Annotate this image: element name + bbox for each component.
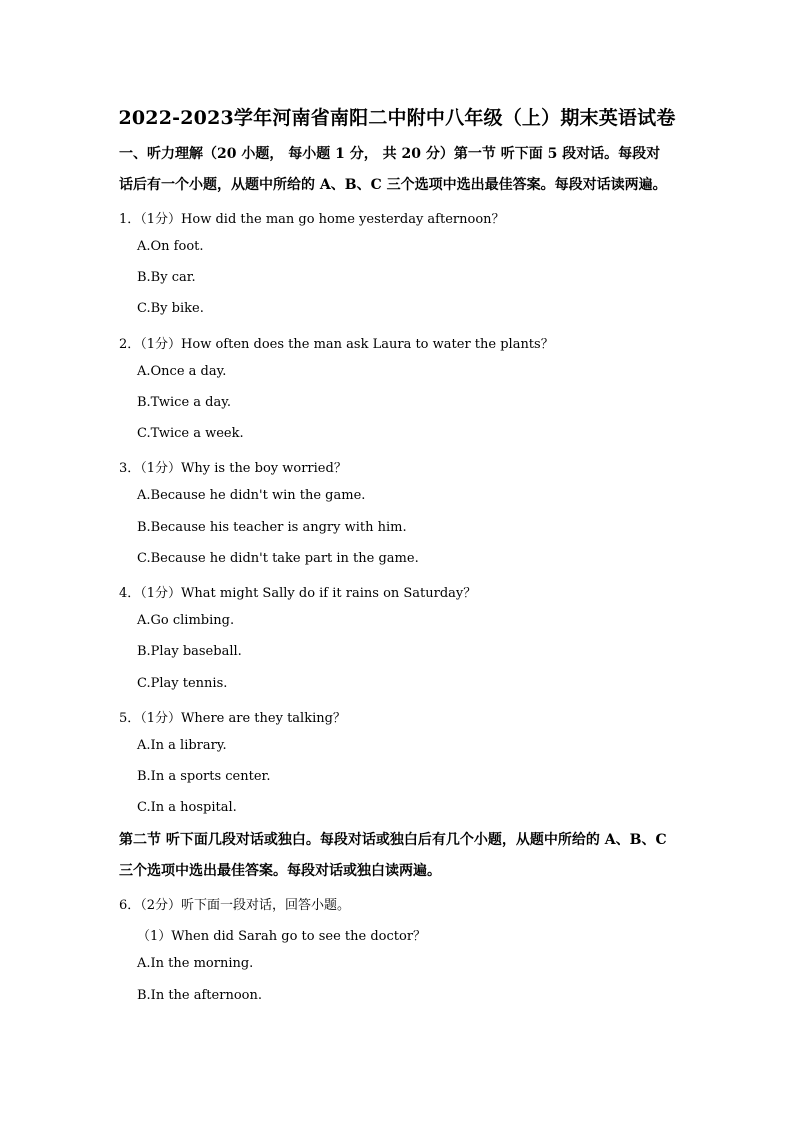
section-1-line-2: 话后有一个小题，从题中所给的 A、B、C 三个选项中选出最佳答案。每段对话读两遍。 (119, 177, 667, 193)
question-2-option-a: A.Once a day. (137, 364, 227, 379)
question-3-stem: 3．（1分）Why is the boy worried？ (119, 461, 347, 476)
question-3-option-c: C.Because he didn't take part in the game. (137, 551, 419, 566)
question-1-option-a: A.On foot. (137, 239, 204, 254)
question-4-stem: 4．（1分）What might Sally do if it rains on Saturday？ (119, 586, 477, 601)
question-5-option-a: A.In a library. (137, 738, 227, 753)
question-2-stem: 2．（1分）How often does the man ask Laura to water the plants？ (119, 337, 554, 352)
section-1-instructions (119, 139, 679, 201)
section-2-line-1: 第二节 听下面几段对话或独白。每段对话或独白后有几个小题，从题中所给的 A、B、C (119, 832, 667, 848)
section-2-line-2: 三个选项中选出最佳答案。每段对话或独白读两遍。 (119, 863, 441, 879)
question-3-option-a: A.Because he didn't win the game. (137, 488, 366, 503)
section-2-instructions (119, 825, 679, 887)
question-6-option-a: A.In the morning. (137, 956, 254, 971)
question-5-option-c: C.In a hospital. (137, 800, 237, 815)
question-3-option-b: B.Because his teacher is angry with him. (137, 520, 407, 535)
question-6-sub-1: （1）When did Sarah go to see the doctor？ (137, 929, 427, 944)
question-4-option-c: C.Play tennis. (137, 676, 228, 691)
question-1-option-c: C.By bike. (137, 301, 204, 316)
question-6-option-b: B.In the afternoon. (137, 988, 262, 1003)
question-5-stem: 5．（1分）Where are they talking？ (119, 711, 346, 726)
question-2-option-c: C.Twice a week. (137, 426, 244, 441)
question-2-option-b: B.Twice a day. (137, 395, 231, 410)
question-1-stem: 1．（1分）How did the man go home yesterday afternoon？ (119, 212, 505, 227)
question-4-option-b: B.Play baseball. (137, 644, 242, 659)
question-1-option-b: B.By car. (137, 270, 196, 285)
question-5-option-b: B.In a sports center. (137, 769, 271, 784)
page-title: 2022-2023学年河南省南阳二中附中八年级（上）期末英语试卷 (118, 107, 676, 129)
question-4-option-a: A.Go climbing. (137, 613, 235, 628)
question-6-stem: 6．（2分）听下面一段对话，回答小题。 (119, 898, 351, 913)
section-1-line-1: 一、听力理解（20 小题， 每小题 1 分， 共 20 分）第一节 听下面 5 段对话。每段对 (119, 146, 661, 162)
